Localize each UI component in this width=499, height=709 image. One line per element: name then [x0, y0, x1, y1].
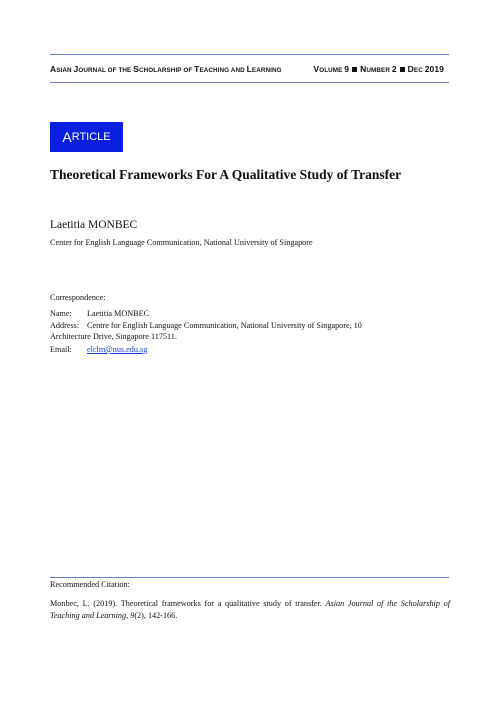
- author-affiliation: Center for English Language Communication, National University of Singapore: [50, 238, 313, 247]
- correspondence-label: Correspondence:: [50, 293, 106, 302]
- article-title: Theoretical Frameworks For A Qualitative Study of Transfer: [50, 167, 402, 182]
- square-bullet-icon: [352, 67, 357, 72]
- header-bottom-rule: [50, 82, 449, 83]
- citation-text-end: (2), 142-166.: [134, 610, 178, 620]
- journal-name-part: OURNAL OF THE: [78, 67, 134, 74]
- address-line-1: Centre for English Language Communication, National University of Singapore, 10: [87, 321, 362, 330]
- badge-text: A: [62, 129, 72, 145]
- correspondence-name-row: [50, 309, 149, 320]
- citation-rule: [50, 577, 449, 578]
- journal-name-part: J: [73, 64, 79, 74]
- running-header: [50, 64, 449, 76]
- citation-text: Monbec, L. (2019). Theoretical frameworks for a qualitative study of transfer.: [50, 599, 326, 608]
- volume-label: V: [313, 64, 320, 74]
- correspondence-address-row: [50, 321, 450, 343]
- citation-label: Recommended Citation:: [50, 580, 130, 589]
- volume-label: OLUME: [319, 67, 345, 74]
- journal-name-part: EARNING: [251, 67, 282, 74]
- number-value: 2: [391, 64, 397, 74]
- date-value: 2019: [424, 64, 444, 74]
- square-bullet-icon: [400, 67, 405, 72]
- address-line-2: Architecture Drive, Singapore 117511.: [50, 331, 177, 341]
- number-label: UMBER: [366, 67, 392, 74]
- journal-name-part: EACHING AND: [199, 67, 247, 74]
- journal-name-part: T: [194, 64, 200, 74]
- author-name: Laetitia MONBEC: [50, 219, 138, 231]
- article-type-badge: [50, 122, 123, 152]
- journal-name: [50, 64, 282, 74]
- citation-journal: Asian Journal of the Scholarship of Teaching and Learning, 9: [50, 599, 450, 620]
- badge-text: RTICLE: [71, 131, 111, 143]
- address-label: Address:: [50, 321, 80, 330]
- issue-info: [313, 64, 444, 74]
- email-label: Email:: [50, 345, 72, 354]
- email-link[interactable]: elclm@nus.edu.sg: [87, 345, 148, 354]
- journal-name-part: S: [133, 64, 139, 74]
- name-value: Laetitia MONBEC: [87, 309, 150, 318]
- journal-name-part: L: [246, 64, 252, 74]
- date-label: EC: [413, 67, 425, 74]
- name-label: Name:: [50, 309, 72, 318]
- number-label: N: [360, 64, 367, 74]
- journal-name-part: SIAN: [56, 67, 74, 74]
- date-label: D: [407, 64, 414, 74]
- journal-name-part: A: [50, 64, 57, 74]
- correspondence-email-row: [50, 345, 147, 356]
- header-top-rule: [50, 54, 449, 55]
- recommended-citation: [50, 598, 450, 621]
- volume-value: 9: [344, 64, 350, 74]
- journal-name-part: CHOLARSHIP OF: [138, 67, 195, 74]
